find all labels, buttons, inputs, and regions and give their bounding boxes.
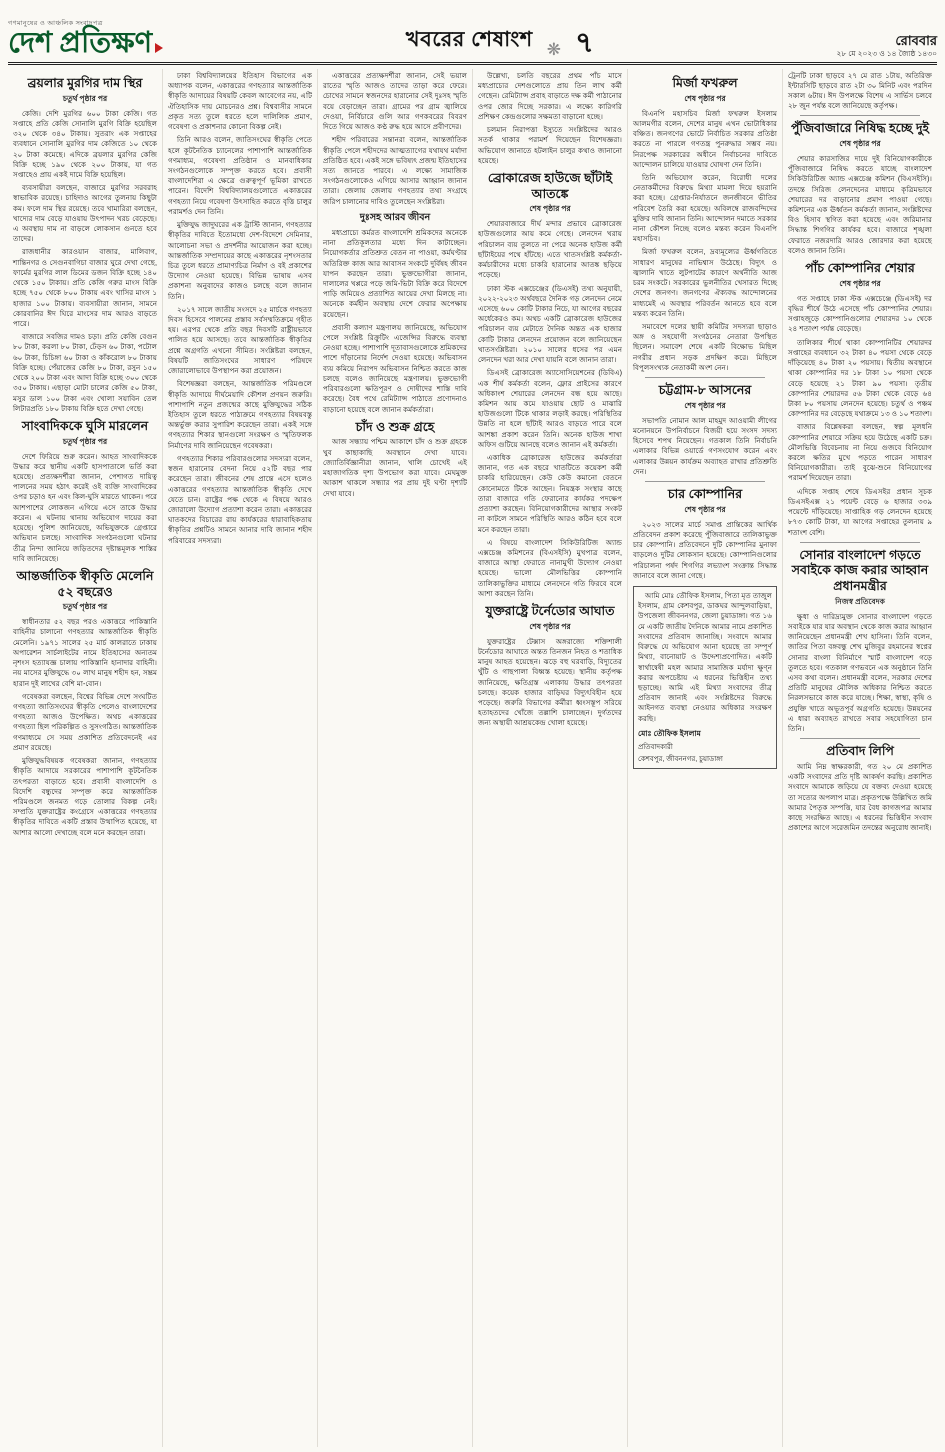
article-headline: সোনার বাংলাদেশ গড়তে সবাইকে কাজ করার আহ্বান প্রধানমন্ত্রীর [791,547,929,594]
article-headline: যুক্তরাষ্ট্রে টর্নেডোর আঘাত [485,604,615,619]
article-paragraph: মধ্যপ্রাচ্যে কর্মরত বাংলাদেশি শ্রমিকদের অনেকে নানা প্রতিকূলতার মধ্যে দিন কাটাচ্ছেন। নিয়োগকর্তার প্রতিশ্রুত বেতন না পাওয়া, কর্মঘণ্টার অতিরিক্ত কাজ আর আবাসন সংকটে দুর্বিষহ জীবন যাপন করছেন তারা। ভুক্তভোগীরা জানান, দালালের খপ্পরে পড়ে জমি-ভিটা বিক্রি করে বিদেশে পাড়ি জমিয়েও প্রত্যাশিত আয়ের দেখা মিলছে না। অনেকে কর্মহীন অবস্থায় দেশে ফেরার অপেক্ষায় রয়েছেন। [323,227,467,319]
article-paragraph: তিনি অভিযোগ করেন, বিরোধী দলের নেতাকর্মীদের বিরুদ্ধে মিথ্যা মামলা দিয়ে হয়রানি করা হচ্ছে। গ্রেপ্তার-নির্যাতনে জনজীবনে ভীতির পরিবেশ তৈরি করা হয়েছে। অবিলম্বে রাজবন্দিদের মুক্তির দাবি জানান তিনি। আন্দোলন দমাতে সরকার নানা কৌশল নিচ্ছে বলেও মন্তব্য করেন বিএনপি মহাসচিব। [633,172,777,244]
article-paragraph: সভাপতি নোমান আল মাহমুদ আওয়ামী লীগের মনোনয়নে উপনির্বাচনে বিজয়ী হয়ে সংসদ সদস্য হিসেবে শপথ নিয়েছেন। গতকাল তিনি নির্বাচনি এলাকার বিভিন্ন ওয়ার্ডে গণসংযোগ করেন এবং এলাকার উন্নয়ন কার্যক্রম অব্যাহত রাখার প্রতিশ্রুতি দেন। [633,415,777,476]
header-right [836,33,937,58]
signature-line: প্রতিবাদকারী [638,743,673,751]
article-paragraph: ব্যবসায়ীরা বলছেন, বাজারে মুরগির সরবরাহ স্বাভাবিক রয়েছে। চাহিদাও আগের তুলনায় কিছুটা কম। ফলে দাম স্থির রয়েছে। তবে খামারিরা বলছেন, খাদ্যের দাম বেড়ে যাওয়ায় উৎপাদন খরচ বেড়েছে। এ অবস্থায় দাম না বাড়লে লোকসান গুনতে হবে তাদের। [13,183,157,244]
continuation-tag: শেষ পৃষ্ঠার পর [684,504,726,514]
article-paragraph: আজ সন্ধ্যায় পশ্চিম আকাশে চাঁদ ও শুক্র গ্রহকে খুব কাছাকাছি অবস্থানে দেখা যাবে। জ্যোতির্বিজ্ঞানীরা জানান, খালি চোখেই এই মহাজাগতিক দৃশ্য উপভোগ করা যাবে। মেঘমুক্ত আকাশ থাকলে সন্ধ্যার পর প্রায় দুই ঘণ্টা দৃশ্যটি দেখা যাবে। [323,437,467,498]
continuation-tag: চতুর্থ পৃষ্ঠার পর [62,602,108,612]
article-divider [645,481,765,482]
section-title: খবরের শেষাংশ [405,28,533,51]
continuation-tag: শেষ পৃষ্ঠার পর [529,621,571,631]
article-paragraph: চলমান নিরাপত্তা ইস্যুতে সংশ্লিষ্টদের আরও সতর্ক থাকার পরামর্শ দিয়েছেন বিশেষজ্ঞরা। অভিযোগ জানাতে হটলাইন চালুর কথাও জানানো হয়েছে। [478,125,622,165]
continuation-tag: শেষ পৃষ্ঠার পর [684,93,726,103]
article-paragraph: একাত্তরের প্রত্যক্ষদর্শীরা জানান, সেই ভয়াল রাতের স্মৃতি আজও তাদের তাড়া করে ফেরে। চোখের সামনে স্বজনদের হারানোর সেই দুঃসহ স্মৃতি বয়ে বেড়াচ্ছেন তারা। গ্রামের পর গ্রাম জ্বালিয়ে দেওয়া, নির্বিচারে গুলি আর গণকবরের বিবরণ দিতে গিয়ে আজও কণ্ঠ রুদ্ধ হয়ে আসে প্রবীণদের। [323,71,467,132]
article-paragraph: কেজি। দেশি মুরগির ৬০০ টাকা কেজি। গত সপ্তাহে প্রতি কেজি সোনালি মুরগি বিক্রি হয়েছিল ৩২০ থেকে ৩৪০ টাকায়। সুতরাং এক সপ্তাহের ব্যবধানে সোনালি মুরগির দাম কেজিতে ১০ থেকে ২০ টাকা কমেছে। এদিকে ব্রয়লার মুরগির কেজি বিক্রি হচ্ছে ১৯০ থেকে ২০০ টাকায়, যা গত সপ্তাহেও প্রায় একই দামে বিক্রি হয়েছিল। [13,108,157,179]
signature-line: মোঃ তৌফিক ইসলাম [638,728,701,738]
continuation-tag: শেষ পৃষ্ঠার পর [839,138,881,148]
article-paragraph: মির্জা ফখরুল বলেন, দ্রব্যমূল্যের ঊর্ধ্বগতিতে সাধারণ মানুষের নাভিশ্বাস উঠেছে। বিদ্যুৎ ও জ্বালানি খাতে লুটপাটের কারণে অর্থনীতি আজ চরম সংকটে। সরকারের ভুলনীতির খেসারত দিচ্ছে দেশের জনগণ। জনগণের ঐক্যবদ্ধ আন্দোলনের মাধ্যমেই এ অবস্থার পরিবর্তন আনতে হবে বলে মন্তব্য করেন তিনি। [633,247,777,318]
article-paragraph: বিশেষজ্ঞরা বলছেন, আন্তর্জাতিক পরিমণ্ডলে স্বীকৃতি আদায়ে দীর্ঘমেয়াদি কৌশল প্রণয়ন জরুরি। পাশাপাশি নতুন প্রজন্মের কাছে মুক্তিযুদ্ধের সঠিক ইতিহাস তুলে ধরতে পাঠ্যক্রমে গণহত্যার বিষয়বস্তু অন্তর্ভুক্ত করার সুপারিশ করেছেন তারা। একই সঙ্গে গণহত্যার শিকার স্থানগুলো সংরক্ষণ ও স্মৃতিফলক নির্মাণের দাবি জানিয়েছেন গবেষকরা। [168,379,312,450]
article-paragraph: ডিএসই ব্রোকারেজ অ্যাসোসিয়েশনের (ডিবিএ) এক শীর্ষ কর্মকর্তা বলেন, ফ্লোর প্রাইসের কারণে অধিকাংশ শেয়ারের লেনদেন বন্ধ হয়ে আছে। কমিশন আয় কমে যাওয়ায় ছোট ও মাঝারি হাউজগুলো টিকে থাকার লড়াই করছে। পরিস্থিতির উন্নতি না হলে ছাঁটাই আরও বাড়তে পারে বলে আশঙ্কা প্রকাশ করেন তিনি। অনেক হাউজ শাখা অফিস গুটিয়ে আনছে বলেও জানান এই কর্মকর্তা। [478,368,622,449]
article-paragraph: রাজধানীর কারওয়ান বাজার, মালিবাগ, শান্তিনগর ও সেগুনবাগিচা বাজার ঘুরে দেখা গেছে, ফার্মের মুরগির লাল ডিমের ডজন বিক্রি হচ্ছে ১৪০ থেকে ১৫০ টাকায়। প্রতি কেজি গরুর মাংস বিক্রি হচ্ছে ৭৫০ থেকে ৮০০ টাকায় এবং খাসির মাংস ১ হাজার ১০০ টাকায়। ব্যবসায়ীরা জানান, সামনে কোরবানির ঈদ ঘিরে মাংসের দাম আরও বাড়তে পারে। [13,247,157,328]
column-5 [627,69,782,1447]
masthead-flag-icon [155,43,163,53]
continuation-tag: চতুর্থ পৃষ্ঠার পর [62,93,108,103]
article-paragraph: এদিকে সপ্তাহ শেষে ডিএসইর প্রধান সূচক ডিএসইএক্স ২১ পয়েন্ট বেড়ে ৬ হাজার ৩৩৯ পয়েন্টে দাঁড়িয়েছে। সাপ্তাহিক গড় লেনদেন হয়েছে ৮৭৩ কোটি টাকা, যা আগের সপ্তাহের তুলনায় ৯ শতাংশ বেশি। [788,486,932,537]
article-paragraph: বাজারে সবজির দামও চড়া। প্রতি কেজি বেগুন ৮০ টাকা, করলা ৮০ টাকা, ঢেঁড়স ৬০ টাকা, পটোল ৬০ টাকা, চিচিঙ্গা ৬০ টাকা ও কাঁকরোল ৮০ টাকায় বিক্রি হচ্ছে। পেঁয়াজের কেজি ৮০ টাকা, রসুন ১৫০ থেকে ২০০ টাকা এবং আদা বিক্রি হচ্ছে ৩০০ থেকে ৩৫০ টাকায়। এছাড়া মোটা চালের কেজি ৫০ টাকা, মসুর ডাল ১০০ টাকা এবং খোলা সয়াবিন তেল লিটারপ্রতি ১৮০ টাকায় বিক্রি হতে দেখা গেছে। [13,332,157,413]
article-paragraph: উল্লেখ্য, চলতি বছরের প্রথম পাঁচ মাসে মধ্যপ্রাচ্যের দেশগুলোতে প্রায় তিন লাখ কর্মী গেছেন। রেমিট্যান্স প্রবাহ বাড়াতে দক্ষ কর্মী পাঠানোর ওপর জোর দিচ্ছে সরকার। এ লক্ষ্যে কারিগরি প্রশিক্ষণ কেন্দ্রগুলোর সক্ষমতা বাড়ানো হচ্ছে। [478,71,622,121]
article-divider [800,115,920,116]
article-paragraph: স্বাধীনতার ৫২ বছর পরও একাত্তরে পাকিস্তানি বাহিনীর চালানো গণহত্যার আন্তর্জাতিক স্বীকৃতি মেলেনি। ১৯৭১ সালের ২৫ মার্চ কালরাতে ঢাকায় অপারেশন সার্চলাইটের নামে ইতিহাসের অন্যতম নৃশংস হত্যাযজ্ঞ চালায় পাকিস্তানি হানাদার বাহিনী। নয় মাসের মুক্তিযুদ্ধে ৩০ লাখ মানুষ শহীদ হন, সম্ভ্রম হারান দুই লাখের বেশি মা-বোন। [13,617,157,688]
day-name: রোববার [895,33,937,49]
article-paragraph: তালিকার শীর্ষে থাকা কোম্পানিটির শেয়ারদর সপ্তাহের ব্যবধানে ৩২ টাকা ৪০ পয়সা থেকে বেড়ে দাঁড়িয়েছে ৪০ টাকা ২০ পয়সায়। দ্বিতীয় অবস্থানে থাকা কোম্পানির দর ১৮ টাকা ১০ পয়সা থেকে বেড়ে হয়েছে ২১ টাকা ৯০ পয়সা। তৃতীয় কোম্পানির শেয়ারদর ৫৬ টাকা থেকে বেড়ে ৬৪ টাকা ৮০ পয়সায় লেনদেন হয়েছে। চতুর্থ ও পঞ্চম কোম্পানির দর বেড়েছে যথাক্রমে ১৩ ও ১০ শতাংশ। [788,337,933,419]
article-headline: আন্তর্জাতিক স্বীকৃতি মেলেনি ৫২ বছরেও [16,569,154,599]
article-paragraph: ২০২৩ সালের মার্চে সমাপ্ত প্রান্তিকের আর্থিক প্রতিবেদন প্রকাশ করেছে পুঁজিবাজারে তালিকাভুক্ত চার কোম্পানি। প্রতিবেদনে দুটি কোম্পানির মুনাফা বাড়লেও দুটির লোকসান হয়েছে। কোম্পানিগুলোর পরিচালনা পর্ষদ শিগগির লভ্যাংশ সংক্রান্ত সিদ্ধান্ত জানাবে বলে জানা গেছে। [633,519,777,580]
article-paragraph: বাজার বিশ্লেষকরা বলছেন, স্বল্প মূলধনি কোম্পানির শেয়ারে সক্রিয় হয়ে উঠেছে একটি চক্র। মৌলভিত্তি বিবেচনায় না নিয়ে গুজবে বিনিয়োগ করলে ক্ষতির মুখে পড়তে পারেন সাধারণ বিনিয়োগকারীরা। তাই বুঝে-শুনে বিনিয়োগের পরামর্শ দিয়েছেন তারা। [788,422,932,483]
continuation-tag: চতুর্থ পৃষ্ঠার পর [62,436,108,446]
article-paragraph: সমাবেশে দলের স্থায়ী কমিটির সদস্যরা ছাড়াও অঙ্গ ও সহযোগী সংগঠনের নেতারা উপস্থিত ছিলেন। সমাবেশ শেষে একটি বিক্ষোভ মিছিল নগরীর প্রধান সড়ক প্রদক্ষিণ করে। মিছিলে বিপুলসংখ্যক নেতাকর্মী অংশ নেন। [633,322,777,372]
article-headline: পাঁচ কোম্পানির শেয়ার [805,261,915,276]
section-ornament-icon: ❋ [546,40,561,59]
article-divider [800,738,920,739]
columns [8,69,937,1447]
article-headline: চট্টগ্রাম-৮ আসনের [658,383,752,398]
article-paragraph: মুক্তিযুদ্ধ জাদুঘরের এক ট্রাস্টি জানান, গণহত্যার স্বীকৃতির দাবিতে ইতোমধ্যে দেশ-বিদেশে সেমিনার, আলোচনা সভা ও প্রদর্শনীর আয়োজন করা হচ্ছে। আন্তর্জাতিক সম্প্রদায়ের কাছে একাত্তরের নৃশংসতার চিত্র তুলে ধরতে প্রামাণ্যচিত্র নির্মাণ ও বই প্রকাশের উদ্যোগ নেওয়া হয়েছে। বিভিন্ন ভাষায় এসব প্রকাশনা অনুবাদের কাজও চলছে বলে জানান তিনি। [168,220,312,301]
article-paragraph: মুক্তিযুদ্ধবিষয়ক গবেষকরা জানান, গণহত্যার স্বীকৃতি আদায়ে সরকারের পাশাপাশি কূটনৈতিক তৎপরতা বাড়াতে হবে। প্রবাসী বাংলাদেশি ও বিদেশি বন্ধুদের সম্পৃক্ত করে আন্তর্জাতিক পরিমণ্ডলে জনমত গড়ে তোলার বিকল্প নেই। সম্প্রতি যুক্তরাষ্ট্রের কংগ্রেসে একাত্তরের গণহত্যার স্বীকৃতির দাবিতে একটি প্রস্তাব উত্থাপিত হয়েছে, যা আশার আলো দেখাচ্ছে বলে মনে করছেন তারা। [13,756,157,837]
column-3 [317,69,472,1447]
article-paragraph: গত সপ্তাহে ঢাকা স্টক এক্সচেঞ্জে (ডিএসই) দর বৃদ্ধির শীর্ষে উঠে এসেছে পাঁচ কোম্পানির শেয়ার। সপ্তাহজুড়ে কোম্পানিগুলোর শেয়ারদর ১০ থেকে ২৪ শতাংশ পর্যন্ত বেড়েছে। [788,293,932,334]
continuation-tag: শেষ পৃষ্ঠার পর [839,278,881,288]
article-paragraph: আমি নিম্ন স্বাক্ষরকারী, গত ২০ মে প্রকাশিত একটি সংবাদের প্রতি দৃষ্টি আকর্ষণ করছি। প্রকাশিত সংবাদে আমাকে জড়িয়ে যে বক্তব্য দেওয়া হয়েছে তা সত্যের অপলাপ মাত্র। প্রকৃতপক্ষে উল্লিখিত জমি আমার পৈতৃক সম্পত্তি, যার বৈধ কাগজপত্র আমার কাছে সংরক্ষিত আছে। এ ধরনের ভিত্তিহীন সংবাদ প্রকাশের আগে সরেজমিন তদন্তের অনুরোধ জানাই। [788,761,932,833]
article-headline: ব্রয়লার মুরগির দাম স্থির [27,76,143,90]
protest-letter-box [633,586,777,769]
article-headline: চার কোম্পানির [667,487,743,502]
column-2 [162,69,317,1447]
column-6 [782,69,937,1447]
article-headline: পুঁজিবাজারে নিষিদ্ধ হচ্ছে দুই [790,121,930,136]
article-paragraph: দেশে ফিরিয়ে শুরু করেন। আহত সাংবাদিককে উদ্ধার করে স্থানীয় একটি হাসপাতালে ভর্তি করা হয়েছে। প্রত্যক্ষদর্শীরা জানান, পেশাগত দায়িত্ব পালনের সময় হঠাৎ করেই ওই ব্যক্তি সাংবাদিকের ওপর চড়াও হন এবং কিল-ঘুসি মারতে থাকেন। পরে আশপাশের লোকজন এগিয়ে এসে তাকে উদ্ধার করেন। এ ঘটনায় থানায় অভিযোগ দায়ের করা হয়েছে। পুলিশ জানিয়েছে, অভিযুক্তকে গ্রেপ্তারে অভিযান চলছে। সাংবাদিক সংগঠনগুলো ঘটনার তীব্র নিন্দা জানিয়ে জড়িতদের দৃষ্টান্তমূলক শাস্তির দাবি জানিয়েছে। [13,451,157,563]
masthead [8,21,163,58]
article-headline: মির্জা ফখরুল [672,76,738,90]
article-paragraph: ২০১৭ সালে জাতীয় সংসদে ২৫ মার্চকে গণহত্যা দিবস হিসেবে পালনের প্রস্তাব সর্বসম্মতিক্রমে গৃহীত হয়। এরপর থেকে প্রতি বছর দিবসটি রাষ্ট্রীয়ভাবে পালিত হয়ে আসছে। তবে আন্তর্জাতিক স্বীকৃতির প্রশ্নে অগ্রগতি এখনো সীমিত। সংশ্লিষ্টরা বলছেন, বিষয়টি জাতিসংঘের সাধারণ পরিষদে জোরালোভাবে উপস্থাপন করা প্রয়োজন। [168,304,312,376]
article-paragraph: শহীদ পরিবারের সন্তানরা বলেন, আন্তর্জাতিক স্বীকৃতি পেলে শহীদদের আত্মত্যাগের যথাযথ মর্যাদা প্রতিষ্ঠিত হবে। একই সঙ্গে ভবিষ্যৎ প্রজন্ম ইতিহাসের সত্য জানতে পারবে। এ লক্ষ্যে সামাজিক সংগঠনগুলোকেও এগিয়ে আসার আহ্বান জানান তারা। জেলায় জেলায় গণহত্যার তথ্য সংগ্রহে জরিপ চালানোর দাবিও তুলেছেন সংশ্লিষ্টরা। [323,135,467,206]
article-paragraph: যুক্তরাষ্ট্রের টেক্সাস অঙ্গরাজ্যে শক্তিশালী টর্নেডোর আঘাতে অন্তত তিনজন নিহত ও শতাধিক মানুষ আহত হয়েছেন। ঝড়ে বহু ঘরবাড়ি, বিদ্যুতের খুঁটি ও গাছপালা বিধ্বস্ত হয়েছে। স্থানীয় কর্তৃপক্ষ জানিয়েছে, ক্ষতিগ্রস্ত এলাকায় উদ্ধার তৎপরতা চলছে। কয়েক হাজার বাড়িঘর বিদ্যুৎবিহীন হয়ে পড়েছে। জরুরি বিভাগের কর্মীরা ধ্বংসস্তূপ সরিয়ে হতাহতদের খোঁজে তল্লাশি চালাচ্ছেন। দুর্গতদের জন্য অস্থায়ী আশ্রয়কেন্দ্র খোলা হয়েছে। [478,636,622,728]
column-4 [472,69,627,1447]
article-headline: ব্রোকারেজ হাউজে ছাঁটাই আতঙ্কে [487,170,613,201]
column-1 [8,69,162,1447]
article-paragraph: বিএনপি মহাসচিব মির্জা ফখরুল ইসলাম আলমগীর বলেন, দেশের মানুষ এখন ভোটাধিকার বঞ্চিত। জনগণের ভোটে নির্বাচিত সরকার প্রতিষ্ঠা করতে না পারলে গণতন্ত্র পুনরুদ্ধার সম্ভব নয়। নিরপেক্ষ সরকারের অধীনে নির্বাচনের দাবিতে আন্দোলন চালিয়ে যাওয়ার ঘোষণা দেন তিনি। [633,108,777,169]
article-paragraph: ঢাকা স্টক এক্সচেঞ্জের (ডিএসই) তথ্য অনুযায়ী, ২০২২-২০২৩ অর্থবছরে দৈনিক গড় লেনদেন নেমে এসেছে ৬০০ কোটি টাকার নিচে, যা আগের বছরের অর্ধেকেরও কম। অথচ একটি ব্রোকারেজ হাউজের পরিচালন ব্যয় মেটাতে দৈনিক অন্তত এক হাজার কোটি টাকার লেনদেন প্রয়োজন বলে জানিয়েছেন খাতসংশ্লিষ্টরা। ২০১০ সালের ধসের পর এমন লেনদেন খরা আর দেখা যায়নি বলে জানান তারা। [478,283,622,365]
article-paragraph: গবেষকরা বলছেন, বিশ্বের বিভিন্ন দেশে সংঘটিত গণহত্যা জাতিসংঘের স্বীকৃতি পেলেও বাংলাদেশের গণহত্যা আজও উপেক্ষিত। অথচ একাত্তরের গণহত্যা ছিল পরিকল্পিত ও সুসংগঠিত। আন্তর্জাতিক গণমাধ্যমে সে সময় প্রকাশিত প্রতিবেদনেই এর প্রমাণ রয়েছে। [13,691,157,752]
article-paragraph: একাধিক ব্রোকারেজ হাউজের কর্মকর্তারা জানান, গত এক বছরে খাতটিতে কয়েকশ কর্মী চাকরি হারিয়েছেন। কেউ কেউ কমানো বেতনে কোনোমতে টিকে আছেন। নিয়ন্ত্রক সংস্থার কাছে তারা বাজারে গতি ফেরানোর কার্যকর পদক্ষেপ প্রত্যাশা করছেন। বিনিয়োগকারীদের আস্থার সংকট না কাটলে সামনে পরিস্থিতি আরও কঠিন হবে বলে মনে করছেন তারা। [478,453,622,534]
continuation-tag: শেষ পৃষ্ঠার পর [529,204,571,214]
byline: নিজস্ব প্রতিবেদক [835,596,885,606]
page-number: ৭ [574,27,594,59]
date-line: ২৮ মে ২০২৩ ও ১৪ জ্যৈষ্ঠ ১৪৩০ [836,49,937,58]
article-headline: প্রতিবাদ লিপি [826,744,894,759]
schedule-fragment: ট্রেনটি ঢাকা ছাড়বে ২৭ মে রাত ১টায়, অতিরিক্ত ইন্টারসিটি ছাড়বে রাত ২টা ৩০ মিনিট এবং পরদিন সকাল ৬টায়। ঈদ উপলক্ষে বিশেষ এ সার্ভিস চলবে ২৮ জুন পর্যন্ত বলে জানিয়েছে কর্তৃপক্ষ। [788,71,932,111]
article-paragraph: ঢাকা বিশ্ববিদ্যালয়ের ইতিহাস বিভাগের এক অধ্যাপক বলেন, একাত্তরের গণহত্যার আন্তর্জাতিক স্বীকৃতি আদায়ের বিষয়টি কেবল আবেগের নয়, এটি ঐতিহাসিক দায় মোচনেরও প্রশ্ন। বিশ্ববাসীর সামনে প্রকৃত সত্য তুলে ধরতে হলে দালিলিক প্রমাণ, গবেষণা ও প্রকাশনার কোনো বিকল্প নেই। [168,71,312,132]
article-paragraph: এ বিষয়ে বাংলাদেশ সিকিউরিটিজ অ্যান্ড এক্সচেঞ্জ কমিশনের (বিএসইসি) মুখপাত্র বলেন, বাজারে আস্থা ফেরাতে নানামুখী উদ্যোগ নেওয়া হয়েছে। ভালো মৌলভিত্তির কোম্পানি তালিকাভুক্তির মাধ্যমে লেনদেনে গতি ফিরবে বলে আশা করছেন তিনি। [478,537,622,598]
masthead-tagline: গণমানুষের ও আঞ্চলিক সংবাদপত্র [8,20,103,28]
header-middle [406,23,594,58]
article-paragraph: শেয়ার কারসাজির দায়ে দুই বিনিয়োগকারীকে পুঁজিবাজারে নিষিদ্ধ করতে যাচ্ছে বাংলাদেশ সিকিউরিটিজ অ্যান্ড এক্সচেঞ্জ কমিশন (বিএসইসি)। তদন্তে সিরিজ লেনদেনের মাধ্যমে কৃত্রিমভাবে শেয়ারের দর বাড়ানোর প্রমাণ পাওয়া গেছে। কমিশনের এক ঊর্ধ্বতন কর্মকর্তা জানান, সংশ্লিষ্টদের বিও হিসাব স্থগিত করা হয়েছে এবং জরিমানার সিদ্ধান্ত শিগগির কার্যকর হবে। বাজারে শৃঙ্খলা ফেরাতে নজরদারি আরও জোরদার করা হয়েছে বলেও জানান তিনি। [788,153,932,255]
continuation-tag: শেষ পৃষ্ঠার পর [684,400,726,410]
article-paragraph: প্রবাসী কল্যাণ মন্ত্রণালয় জানিয়েছে, অভিযোগ পেলে সংশ্লিষ্ট রিক্রুটিং এজেন্সির বিরুদ্ধে ব্যবস্থা নেওয়া হচ্ছে। পাশাপাশি দূতাবাসগুলোকে শ্রমিকদের পাশে দাঁড়ানোর নির্দেশ দেওয়া হয়েছে। অভিবাসন ব্যয় কমিয়ে নিরাপদ অভিবাসন নিশ্চিত করতে কাজ চলছে বলেও জানিয়েছে মন্ত্রণালয়। ভুক্তভোগী পরিবারগুলো ক্ষতিপূরণ ও দোষীদের শাস্তি দাবি করেছে। বৈধ পথে রেমিট্যান্স পাঠাতে প্রণোদনাও বাড়ানো হয়েছে বলে জানান কর্মকর্তারা। [323,322,467,414]
article-paragraph: গণহত্যার শিকার পরিবারগুলোর সদস্যরা বলেন, স্বজন হারানোর বেদনা নিয়ে ৫২টি বছর পার করেছেন তারা। জীবনের শেষ প্রান্তে এসে হলেও একাত্তরের গণহত্যার আন্তর্জাতিক স্বীকৃতি দেখে যেতে চান। রাষ্ট্রের পক্ষ থেকে এ বিষয়ে আরও জোরালো উদ্যোগ প্রত্যাশা করেন তারা। একাত্তরের ঘাতকদের বিচারের রায় কার্যকরের ধারাবাহিকতায় স্বীকৃতির প্রশ্নটিও সামনে আনার দাবি জানান শহীদ পরিবারের সদস্যরা। [168,453,312,545]
page-header [8,6,937,65]
signature-line: কেশবপুর, জীবননগর, চুয়াডাঙ্গা [638,755,723,763]
article-paragraph: শেয়ারবাজারে দীর্ঘ মন্দার প্রভাবে ব্রোকারেজ হাউজগুলোর আয় কমে গেছে। লেনদেন খরায় পরিচালন ব্যয় তুলতে না পেরে অনেক হাউজ কর্মী ছাঁটাইয়ের পথে হাঁটছে। এতে খাতসংশ্লিষ্ট কর্মকর্তা-কর্মচারীদের মধ্যে চাকরি হারানোর আতঙ্ক ছড়িয়ে পড়েছে। [478,219,622,280]
article-headline: চাঁদ ও শুক্র গ্রহে [355,419,435,434]
article-paragraph: তিনি আরও বলেন, জাতিসংঘের স্বীকৃতি পেতে হলে কূটনৈতিক চ্যানেলের পাশাপাশি আন্তর্জাতিক গণমাধ্যম, গবেষণা প্রতিষ্ঠান ও মানবাধিকার সংগঠনগুলোকে সম্পৃক্ত করতে হবে। প্রবাসী বাংলাদেশিরা এ ক্ষেত্রে গুরুত্বপূর্ণ ভূমিকা রাখতে পারেন। বিদেশি বিশ্ববিদ্যালয়গুলোতে একাত্তরের গণহত্যা নিয়ে গবেষণা উৎসাহিত করতে বৃত্তি চালুর পরামর্শও দেন তিনি। [168,135,312,216]
article-subhead: দুঃসহ আরব জীবন [359,211,431,223]
article-divider [645,377,765,378]
article-headline: সাংবাদিককে ঘুসি মারলেন [21,418,149,433]
article-paragraph: ক্ষুধা ও দারিদ্র্যমুক্ত সোনার বাংলাদেশ গড়তে সবাইকে যার যার অবস্থান থেকে কাজ করার আহ্বান জানিয়েছেন প্রধানমন্ত্রী শেখ হাসিনা। তিনি বলেন, জাতির পিতা বঙ্গবন্ধু শেখ মুজিবুর রহমানের স্বপ্নের সোনার বাংলা বিনির্মাণে স্মার্ট বাংলাদেশ গড়ে তুলতে হবে। গতকাল গণভবনে এক অনুষ্ঠানে তিনি এসব কথা বলেন। প্রধানমন্ত্রী বলেন, সরকার দেশের প্রতিটি মানুষের মৌলিক অধিকার নিশ্চিত করতে নিরলসভাবে কাজ করে যাচ্ছে। শিক্ষা, স্বাস্থ্য, কৃষি ও প্রযুক্তি খাতে অভূতপূর্ব অগ্রগতি হয়েছে। উন্নয়নের এ ধারা অব্যাহত রাখতে সবার সহযোগিতা চান তিনি। [788,611,932,734]
article-divider [800,542,920,543]
protest-letter-paragraph: আমি মোঃ তৌফিক ইসলাম, পিতা মৃত তাজুল ইসলাম, গ্রাম কেশবপুর, ডাকঘর আন্দুলবাড়িয়া, উপজেলা জীবননগর, জেলা চুয়াডাঙ্গা। গত ১৬ মে একটি জাতীয় দৈনিকে আমার নামে প্রকাশিত সংবাদের প্রতিবাদ জানাচ্ছি। সংবাদে আমার বিরুদ্ধে যে অভিযোগ আনা হয়েছে তা সম্পূর্ণ মিথ্যা, বানোয়াট ও উদ্দেশ্যপ্রণোদিত। একটি স্বার্থান্বেষী মহল আমার সামাজিক মর্যাদা ক্ষুণ্ন করার অপচেষ্টায় এ ধরনের ভিত্তিহীন তথ্য ছড়াচ্ছে। আমি এই মিথ্যা সংবাদের তীব্র প্রতিবাদ জানাই এবং সংশ্লিষ্টদের বিরুদ্ধে আইনগত ব্যবস্থা নেওয়ার অধিকার সংরক্ষণ করছি। [638,590,772,723]
masthead-title: দেশ প্রতিক্ষণ [8,27,153,59]
